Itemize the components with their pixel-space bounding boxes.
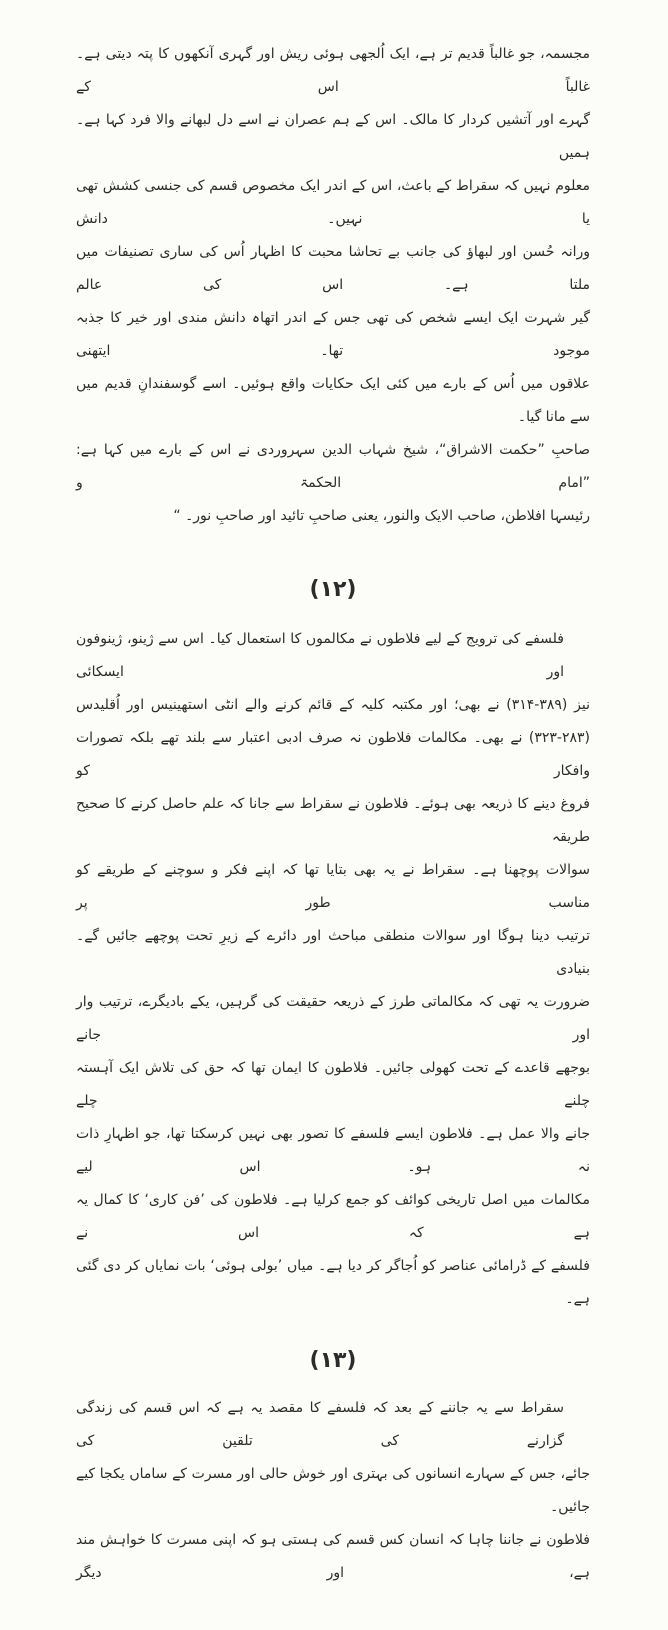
text-line: ضرورت یہ تھی کہ مکالماتی طرز کے ذریعہ حقیقت کی گرہیں، یکے بادیگرے، ترتیب وار اور جانے (76, 994, 590, 1043)
paragraph-1 (76, 38, 590, 533)
text-line: مکالمات میں اصل تاریخی کوائف کو جمع کرلیا ہے۔ فلاطون کی ’فن کاری‘ کا کمال یہ ہے کہ اس نے (76, 1192, 590, 1241)
text-line: فروغ دینے کا ذریعہ بھی ہوئے۔ فلاطون نے سقراط سے جانا کہ علم حاصل کرنے کا صحیح طریقہ (76, 796, 590, 845)
text-line: سقراط سے یہ جاننے کے بعد کہ فلسفے کا مقصد یہ ہے کہ اس قسم کی زندگی گزارنے کی تلقین کی (76, 1400, 564, 1449)
text-line: مجسمہ، جو غالباً قدیم تر ہے، ایک اُلجھی ہوئی ریش اور گہری آنکھوں کا پتہ دیتی ہے۔ غالباً اس کے (76, 46, 590, 95)
text-line: گہرے اور آتشیں کردار کا مالک۔ اس کے ہم عصران نے اسے دل لبھانے والا فرد کہا ہے۔ ہمیں (76, 112, 590, 161)
text-line: علاقوں میں اُس کے بارے میں کئی ایک حکایات واقع ہوئیں۔ اسے گوسفندانِ قدیم میں سے مانا گیا۔ (76, 376, 590, 425)
section-heading-13: (۱۳) (309, 1348, 357, 1373)
text-line: بوجھے قاعدے کے تحت کھولی جائیں۔ فلاطون کا ایمان تھا کہ حق کی تلاش ایک آہستہ چلنے چلے (76, 1060, 590, 1109)
text-line: گیر شہرت ایک ایسے شخص کی تھی جس کے اندر اتھاہ دانش مندی اور خیر کا جذبہ موجود تھا۔ ایتھنی (76, 310, 590, 359)
text-line: فلسفے کی ترویج کے لیے فلاطوں نے مکالموں کا استعمال کیا۔ اس سے ژینو، ژینوفون اور ایسکائی (76, 631, 564, 680)
text-line: سوالات پوچھنا ہے۔ سقراط نے یہ بھی بتایا تھا کہ اپنے فکر و سوچنے کے طریقے کو مناسب طور پر (76, 862, 590, 911)
text-line: رئیسہا افلاطن، صاحب الایک والنور، یعنی صاحبِ تائید اور صاحبِ نور۔ “ (173, 508, 590, 524)
section-heading-12: (۱۲) (309, 577, 357, 602)
text-line: فلاطون نے جاننا چاہا کہ انسان کس قسم کی ہستی ہو کہ اپنی مسرت کا خواہش مند ہے، اور دیگر (76, 1532, 590, 1581)
text-line: ورانہ حُسن اور لبھاؤ کی جانب بے تحاشا محبت کا اظہار اُس کی ساری تصنیفات میں ملتا ہے۔ اس کی عالم (76, 244, 590, 293)
text-line: جائے، جس کے سہارے انسانوں کی بہتری اور خوش حالی اور مسرت کے ساماں یکجا کیے جائیں۔ (76, 1466, 590, 1515)
text-line: جانے والا عمل ہے۔ فلاطون ایسے فلسفے کا تصور بھی نہیں کرسکتا تھا، جو اظہارِ ذات نہ ہو۔ اس لیے (76, 1126, 590, 1175)
text-line: صاحبِ ”حکمت الاشراق“، شیخ شہاب الدین سہروردی نے اس کے بارے میں کہا ہے: ”امام الحکمۃ و (76, 442, 590, 491)
text-line: (۳۲۳-۲۸۳) نے بھی۔ مکالمات فلاطون نہ صرف ادبی اعتبار سے بلند تھے بلکہ تصورات وافکار کو (76, 730, 590, 779)
text-line: نیز (۳۸۹-۳۱۴) نے بھی؛ اور مکتبہ کلیہ کے قائم کرنے والے انٹی استھینیس اور اُقلیدس (76, 697, 590, 713)
text-line: ترتیب دینا ہوگا اور سوالات منطقی مباحث اور دائرے کے زیرِ تحت پوچھے جائیں گے۔ بنیادی (76, 928, 590, 977)
text-line: معلوم نہیں کہ سقراط کے باعث، اس کے اندر ایک مخصوص قسم کی جنسی کشش تھی یا نہیں۔ دانش (76, 178, 590, 227)
paragraph-section-13 (76, 1392, 590, 1590)
paragraph-section-12 (76, 623, 590, 1316)
text-line: فلسفے کے ڈرامائی عناصر کو اُجاگر کر دیا ہے۔ میاں ’بولی ہوئی‘ بات نمایاں کر دی گئی ہے۔ (76, 1258, 590, 1307)
